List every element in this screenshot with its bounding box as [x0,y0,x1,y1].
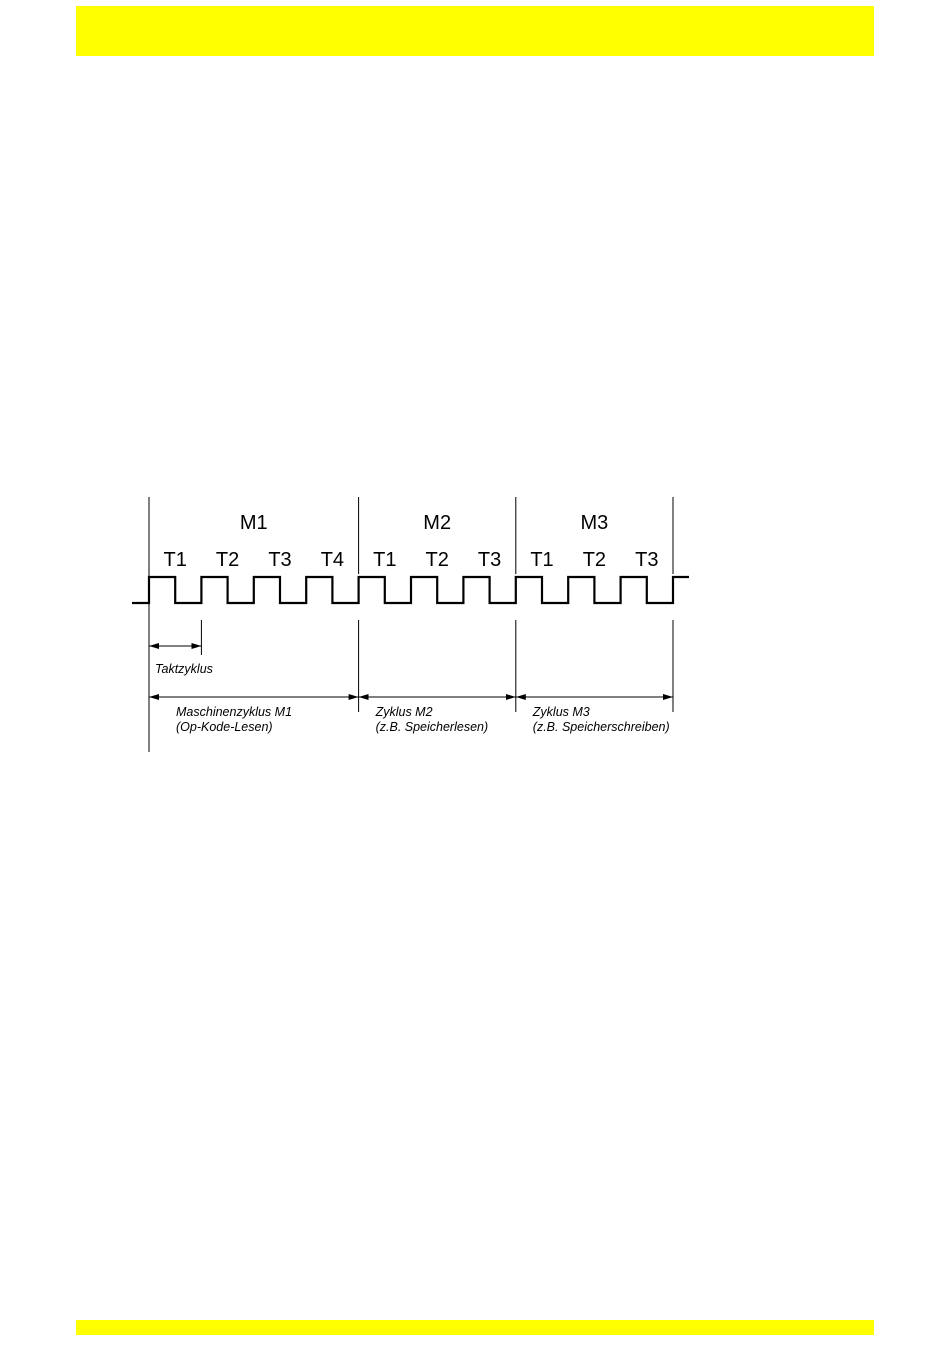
t-state-label: T1 [530,549,554,571]
t-state-label: T2 [582,549,607,571]
t-state-label: T1 [373,549,397,571]
t-state-label: T3 [635,549,659,571]
cycle-name-label: Zyklus M3 [532,705,590,719]
t-state-label: T2 [425,549,449,571]
clock-cycle-label: Taktzyklus [155,662,213,676]
cycle-name-label: Zyklus M2 [375,705,433,719]
t-state-label: T2 [215,549,240,571]
machine-cycle-label: M3 [580,512,609,534]
cycle-detail-label: (z.B. Speicherlesen) [375,720,489,734]
t-state-label: T1 [163,549,187,571]
t-state-label: T3 [477,549,502,571]
t-state-label: T4 [320,549,345,571]
machine-cycle-label: M2 [423,512,452,534]
cycle-detail-label: (Op-Kode-Lesen) [176,720,273,734]
machine-cycle-label: M1 [239,512,268,534]
t-state-label: T3 [268,549,292,571]
cycle-name-label: Maschinenzyklus M1 [176,705,293,719]
clock-waveform [132,577,689,603]
cycle-detail-label: (z.B. Speicherschreiben) [532,720,670,734]
